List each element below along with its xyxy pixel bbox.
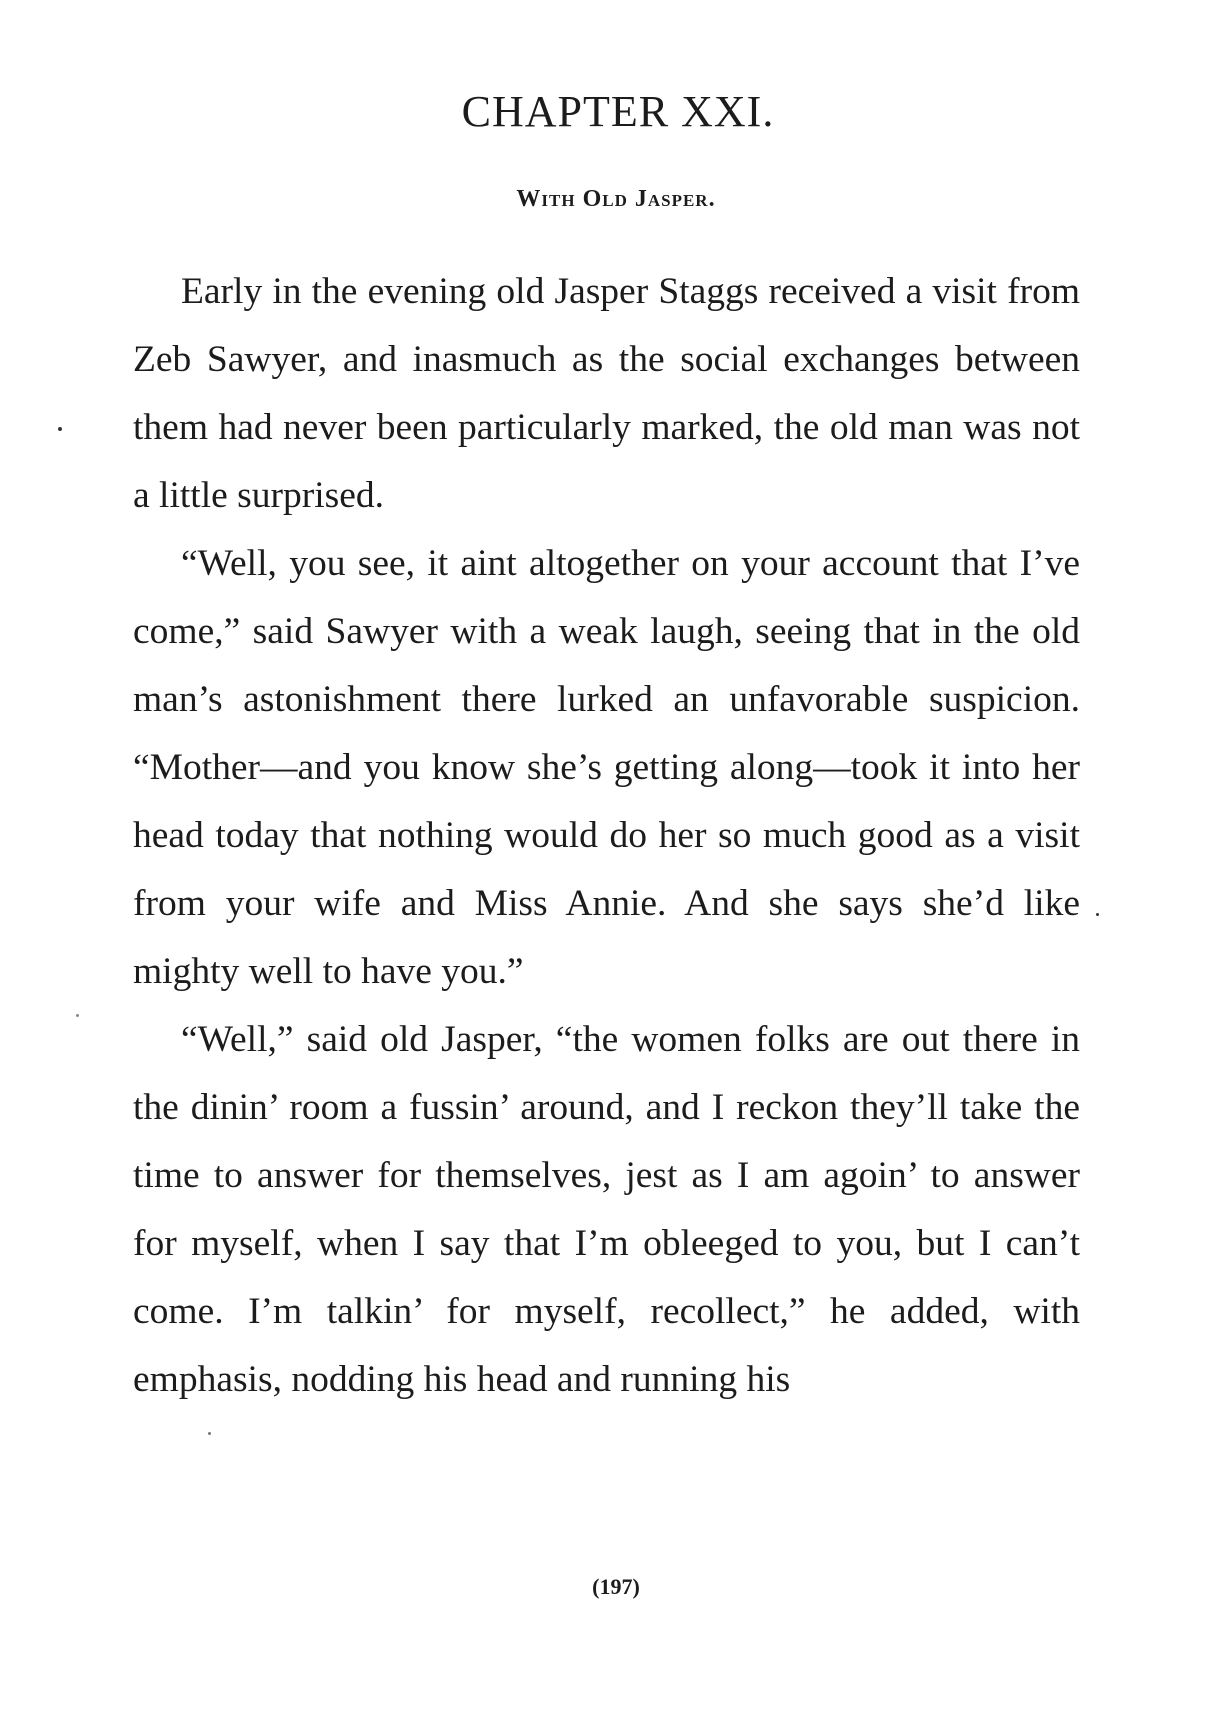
paragraph-1: Early in the evening old Jasper Staggs received a visit from Zeb Sawyer, and inasmuch as the social exchanges between them had never been particularly marked, the old man was not a little surprised. [133, 271, 1080, 516]
chapter-body [133, 258, 1080, 1414]
print-speck [76, 1014, 79, 1017]
print-speck [1096, 913, 1099, 916]
paragraph-3: “Well,” said old Jasper, “the women folks are out there in the dinin’ room a fussin’ around, and I reckon they’ll take the time to answer for themselves, jest as I am agoin’ to answer for myself, when I say that I’m obleeged to you, but I can’t come. I’m talkin’ for myself, recollect,” he added, with emphasis, nodding his head and running his [133, 1019, 1080, 1400]
page-number: (197) [592, 1574, 640, 1599]
print-speck [208, 1432, 211, 1435]
print-speck [58, 427, 62, 431]
chapter-title: CHAPTER XXI. [461, 87, 775, 136]
paragraph-2: “Well, you see, it aint altogether on your account that I’ve come,” said Sawyer with a weak laugh, seeing that in the old man’s astonishment there lurked an unfavorable suspicion. “Mother—and you know she’s getting along—took it into her head today that nothing would do her so much good as a visit from your wife and Miss Annie. And she says she’d like mighty well to have you.” [133, 543, 1080, 992]
chapter-subtitle: With Old Jasper. [516, 186, 716, 212]
